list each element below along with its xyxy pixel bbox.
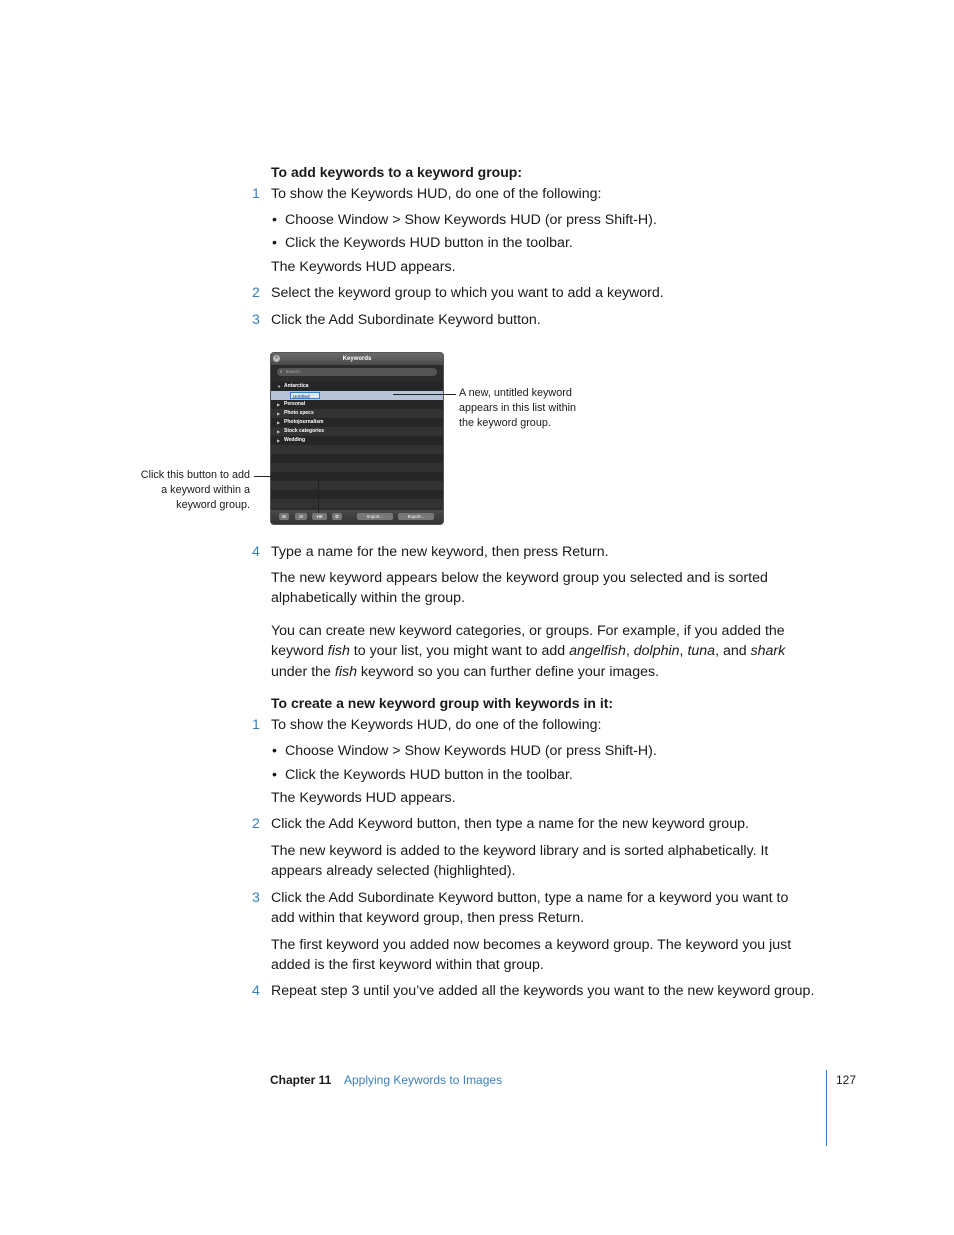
paragraph-line: [271, 641, 785, 661]
empty-row: [271, 499, 443, 508]
paragraph-line: You can create new keyword categories, or groups. For example, if you added the: [271, 623, 785, 639]
italic-term: shark: [750, 643, 786, 659]
step-number: 1: [252, 186, 260, 202]
keyword-list: [271, 382, 443, 510]
list-item-label: Antarctica: [284, 383, 309, 389]
list-item[interactable]: [271, 409, 443, 418]
step-number: 3: [252, 312, 260, 328]
step-number: 4: [252, 544, 260, 560]
paragraph-line: The first keyword you added now becomes a keyword group. The keyword you just: [271, 937, 792, 953]
empty-row: [271, 490, 443, 499]
bullet-icon: •: [272, 212, 277, 228]
step-text: Repeat step 3 until you’ve added all the keywords you want to the new keyword group.: [271, 983, 815, 999]
text-run: under the: [271, 664, 335, 680]
keywords-hud: [270, 352, 444, 525]
bullet-text: Click the Keywords HUD button in the toolbar.: [285, 235, 573, 251]
footer-chapter: Chapter 11: [270, 1073, 332, 1087]
search-field[interactable]: [277, 368, 437, 376]
result-text: The Keywords HUD appears.: [271, 259, 456, 275]
callout-text: A new, untitled keyword: [459, 387, 572, 399]
empty-row: [271, 481, 443, 490]
section-heading: To create a new keyword group with keywords in it:: [271, 695, 614, 711]
triangle-down-icon[interactable]: ▼: [277, 384, 281, 389]
step-text: To show the Keywords HUD, do one of the following:: [271, 717, 602, 733]
step-number: 2: [252, 285, 260, 301]
export-button[interactable]: Export...: [398, 513, 434, 520]
triangle-right-icon[interactable]: ▶: [277, 429, 281, 434]
callout-text: appears in this list within: [459, 402, 577, 414]
bullet-icon: •: [272, 235, 277, 251]
add-keyword-button[interactable]: ⊞: [279, 513, 289, 520]
list-item[interactable]: [271, 436, 443, 445]
hud-title: Keywords: [271, 353, 443, 365]
step-number: 4: [252, 983, 260, 999]
bullet-icon: •: [272, 743, 277, 759]
list-item[interactable]: [271, 400, 443, 409]
step-text: add within that keyword group, then press Return.: [271, 910, 585, 926]
page-number: 127: [836, 1073, 857, 1087]
empty-row: [271, 463, 443, 472]
bullet-text: Click the Keywords HUD button in the toolbar.: [285, 767, 573, 783]
close-icon[interactable]: ×: [273, 355, 280, 362]
italic-term: angelfish: [569, 643, 626, 659]
italic-term: dolphin: [633, 643, 680, 659]
step-number: 3: [252, 890, 260, 906]
text-run: keyword: [271, 643, 328, 659]
import-button[interactable]: Import...: [357, 513, 393, 520]
hud-toolbar: [271, 510, 443, 524]
step-text: To show the Keywords HUD, do one of the following:: [271, 186, 602, 202]
footer-chapter-title[interactable]: Applying Keywords to Images: [344, 1073, 503, 1087]
callout-text: Click this button to add: [140, 469, 250, 481]
callout-line: [254, 476, 319, 477]
step-text: Click the Add Subordinate Keyword button, type a name for a keyword you want to: [271, 890, 789, 906]
list-item[interactable]: [271, 382, 443, 391]
callout-text: the keyword group.: [459, 417, 551, 429]
list-item[interactable]: [271, 418, 443, 427]
gear-icon[interactable]: ⚙: [332, 513, 342, 520]
add-subordinate-keyword-button[interactable]: ▾⊞: [312, 513, 327, 520]
search-placeholder: Search: [285, 369, 300, 374]
step-text: Type a name for the new keyword, then press Return.: [271, 544, 609, 560]
footer-rule: [826, 1070, 827, 1146]
list-item[interactable]: [271, 427, 443, 436]
text-run: to your list, you might want to add: [349, 643, 570, 659]
list-item-label: Wedding: [284, 437, 306, 443]
paragraph-line: The new keyword appears below the keyword group you selected and is sorted: [271, 570, 768, 586]
step-text: Select the keyword group to which you want to add a keyword.: [271, 285, 664, 301]
step-text: Click the Add Keyword button, then type a name for the new keyword group.: [271, 816, 749, 832]
text-run: ,: [679, 643, 688, 659]
bullet-text: Choose Window > Show Keywords HUD (or press Shift-H).: [285, 743, 657, 759]
bullet-icon: •: [272, 767, 277, 783]
empty-row: [271, 454, 443, 463]
text-run: keyword so you can further define your images.: [356, 664, 660, 680]
section-heading: To add keywords to a keyword group:: [271, 164, 522, 180]
list-item[interactable]: [271, 391, 443, 400]
list-item-label: Photo specs: [284, 410, 314, 416]
step-number: 1: [252, 717, 260, 733]
step-number: 2: [252, 816, 260, 832]
empty-row: [271, 445, 443, 454]
triangle-right-icon[interactable]: ▶: [277, 411, 281, 416]
paragraph-line: added is the first keyword within that group.: [271, 957, 544, 973]
text-run: , and: [715, 643, 751, 659]
text-run: ,: [625, 643, 634, 659]
keyword-edit-field[interactable]: Untitled: [290, 392, 320, 399]
paragraph-line: appears already selected (highlighted).: [271, 863, 516, 879]
remove-keyword-button[interactable]: ⊟: [295, 513, 307, 520]
paragraph-line: alphabetically within the group.: [271, 590, 466, 606]
list-item-label: Personal: [284, 401, 306, 407]
callout-text: a keyword within a: [161, 484, 250, 496]
triangle-right-icon[interactable]: ▶: [277, 438, 281, 443]
list-item-label: Photojournalism: [284, 419, 324, 425]
paragraph-line: [271, 662, 659, 682]
callout-text: keyword group.: [176, 499, 250, 511]
paragraph-line: The new keyword is added to the keyword library and is sorted alphabetically. It: [271, 843, 769, 859]
italic-term: tuna: [687, 643, 716, 659]
step-text: Click the Add Subordinate Keyword button.: [271, 312, 541, 328]
list-item-label: Stock categories: [284, 428, 325, 434]
bullet-text: Choose Window > Show Keywords HUD (or press Shift-H).: [285, 212, 657, 228]
triangle-right-icon[interactable]: ▶: [277, 420, 281, 425]
search-icon: ⌕: [280, 369, 283, 374]
callout-line: [393, 394, 456, 395]
italic-term: fish: [327, 643, 350, 659]
result-text: The Keywords HUD appears.: [271, 790, 456, 806]
callout-line: [318, 476, 319, 513]
italic-term: fish: [334, 664, 357, 680]
triangle-right-icon[interactable]: ▶: [277, 402, 281, 407]
